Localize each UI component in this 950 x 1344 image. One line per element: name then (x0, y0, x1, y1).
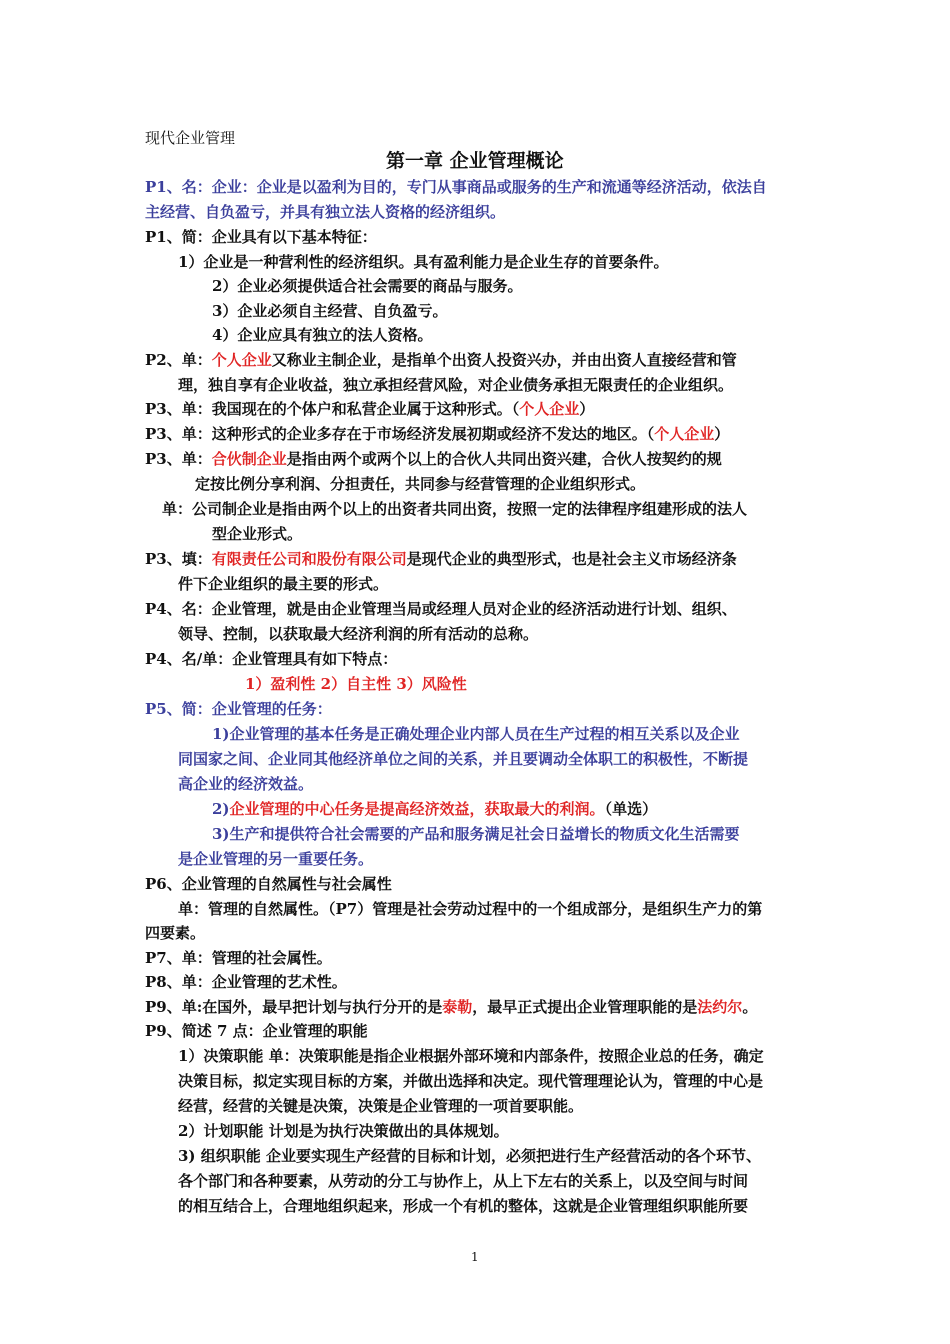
text-segment: 。 (742, 998, 758, 1016)
text-line (145, 946, 332, 970)
highlight-term: 个人企业 (211, 351, 272, 369)
text-line (178, 1094, 583, 1118)
chapter-title: 第一章 企业管理概论 (386, 150, 564, 172)
document-title: 现代企业管理 (145, 129, 236, 147)
text-line (162, 497, 747, 521)
text-line (145, 547, 737, 571)
highlight-term: 法约尔 (697, 998, 743, 1016)
text-segment: 决策目标，拟定实现目标的方案，并做出选择和决定。现代管理理论认为，管理的中心是 (178, 1072, 764, 1090)
text-line (145, 597, 737, 621)
text-segment: P4、名：企业管理，就是由企业管理当局或经理人员对企业的经济活动进行计划、组织、 (145, 600, 737, 618)
text-segment: P1、简：企业具有以下基本特征： (145, 228, 377, 246)
text-line (145, 647, 397, 671)
text-segment: 1）企业是一种营利性的经济组织。具有盈利能力是企业生存的首要条件。 (178, 253, 669, 271)
text-segment: ） (579, 400, 595, 418)
text-segment: P9、简述 7 点：企业管理的职能 (145, 1022, 368, 1040)
text-segment: ，最早正式提出企业管理职能的是 (472, 998, 698, 1016)
highlight-term: 个人企业 (519, 400, 580, 418)
text-segment: 的相互结合上，合理地组织起来，形成一个有机的整体，这就是企业管理组织职能所要 (178, 1197, 749, 1215)
text-segment: 单：管理的自然属性。（P7）管理是社会劳动过程中的一个组成部分，是组织生产力的第 (178, 900, 763, 918)
text-segment: 4）企业应具有独立的法人资格。 (212, 326, 433, 344)
text-segment: 单：公司制企业是指由两个以上的出资者共同出资，按照一定的法律程序组建形成的法人 (162, 500, 748, 518)
text-line (178, 747, 748, 771)
text-line (178, 572, 388, 596)
text-segment: 1）决策职能 单：决策职能是指企业根据外部环境和内部条件，按照企业总的任务，确定 (178, 1047, 764, 1065)
text-line (145, 872, 392, 896)
text-line (145, 225, 377, 249)
text-line (145, 995, 757, 1019)
text-segment: P3、单：我国现在的个体户和私营企业属于这种形式。（ (145, 400, 520, 418)
text-line (178, 847, 373, 871)
text-line (145, 175, 767, 199)
text-line (178, 622, 538, 646)
text-line (245, 672, 467, 696)
text-line (212, 797, 657, 821)
highlight-term: 个人企业 (654, 425, 715, 443)
text-line (178, 1069, 763, 1093)
text-segment: P4、名/单：企业管理具有如下特点： (145, 650, 398, 668)
text-segment: P3、填： (145, 550, 212, 568)
text-line (212, 323, 432, 347)
text-line (212, 822, 740, 846)
highlight-term: 合伙制企业 (211, 450, 287, 468)
text-segment: （单选） (604, 800, 658, 818)
text-segment: 各个部门和各种要素，从劳动的分工与协作上，从上下左右的关系上，以及空间与时间 (178, 1172, 749, 1190)
text-segment: 2）企业必须提供适合社会需要的商品与服务。 (212, 277, 523, 295)
text-segment: 是企业管理的另一重要任务。 (178, 850, 374, 868)
text-line (178, 250, 668, 274)
text-segment: P2、单： (145, 351, 212, 369)
text-segment: 理，独自享有企业收益，独立承担经营风险，对企业债务承担无限责任的企业组织。 (178, 376, 734, 394)
text-segment: P9、单:在国外，最早把计划与执行分开的是 (145, 998, 443, 1016)
text-line (145, 397, 594, 421)
text-line (212, 274, 522, 298)
text-segment: 高企业的经济效益。 (178, 775, 314, 793)
text-line (212, 522, 302, 546)
text-segment: ） (714, 425, 730, 443)
text-line (145, 348, 737, 372)
text-segment: 2) (212, 800, 230, 818)
text-line (145, 422, 729, 446)
text-segment: 3）企业必须自主经营、自负盈亏。 (212, 302, 448, 320)
text-line (178, 1119, 509, 1143)
text-line (145, 697, 332, 721)
text-line (145, 921, 205, 945)
text-segment: P3、单：这种形式的企业多存在于市场经济发展初期或经济不发达的地区。（ (145, 425, 655, 443)
text-line (212, 722, 740, 746)
text-segment: 同国家之间、企业同其他经济单位之间的关系，并且要调动全体职工的积极性，不断提 (178, 750, 749, 768)
text-line (145, 970, 347, 994)
highlight-term: 泰勒 (442, 998, 473, 1016)
text-segment: P1、名：企业：企业是以盈利为目的，专门从事商品或服务的生产和流通等经济活动，依法自 (145, 178, 767, 196)
text-segment: 经营，经营的关键是决策，决策是企业管理的一项首要职能。 (178, 1097, 584, 1115)
text-line (178, 897, 762, 921)
text-line (178, 772, 313, 796)
text-segment: 3) 组织职能 企业要实现生产经营的目标和计划，必须把进行生产经营活动的各个环节、 (178, 1147, 761, 1165)
text-line (178, 1144, 761, 1168)
text-segment: 四要素。 (145, 924, 206, 942)
text-segment: 型企业形式。 (212, 525, 303, 543)
text-line (145, 200, 505, 224)
highlight-term: 有限责任公司和股份有限公司 (211, 550, 407, 568)
text-segment: 是指由两个或两个以上的合伙人共同出资兴建，合伙人按契约的规 (286, 450, 722, 468)
text-line (145, 447, 722, 471)
highlight-term: 企业管理的中心任务是提高经济效益，获取最大的利润。 (229, 800, 605, 818)
text-segment: P6、企业管理的自然属性与社会属性 (145, 875, 392, 893)
text-line (178, 1169, 748, 1193)
text-segment: 2）计划职能 计划是为执行决策做出的具体规划。 (178, 1122, 509, 1140)
text-segment: 主经营、自负盈亏，并具有独立法人资格的经济组织。 (145, 203, 506, 221)
text-line (145, 1019, 368, 1043)
text-line (178, 1194, 748, 1218)
highlight-term: 1）盈利性 2）自主性 3）风险性 (245, 675, 467, 693)
text-segment: P7、单：管理的社会属性。 (145, 949, 332, 967)
text-segment: 领导、控制，以获取最大经济利润的所有活动的总称。 (178, 625, 539, 643)
text-line (178, 1044, 764, 1068)
text-segment: P8、单：企业管理的艺术性。 (145, 973, 347, 991)
text-line (195, 472, 645, 496)
text-line (212, 299, 447, 323)
text-segment: P5、简：企业管理的任务： (145, 700, 332, 718)
text-segment: 1)企业管理的基本任务是正确处理企业内部人员在生产过程的相互关系以及企业 (212, 725, 740, 743)
text-segment: 是现代企业的典型形式，也是社会主义市场经济条 (406, 550, 737, 568)
text-segment: P3、单： (145, 450, 212, 468)
text-segment: 3)生产和提供符合社会需要的产品和服务满足社会日益增长的物质文化生活需要 (212, 825, 740, 843)
text-segment: 又称业主制企业，是指单个出资人投资兴办，并由出资人直接经营和管 (271, 351, 737, 369)
text-line (178, 373, 733, 397)
text-segment: 件下企业组织的最主要的形式。 (178, 575, 389, 593)
text-segment: 定按比例分享利润、分担责任，共同参与经营管理的企业组织形式。 (195, 475, 646, 493)
page-number: 1 (471, 1250, 479, 1264)
